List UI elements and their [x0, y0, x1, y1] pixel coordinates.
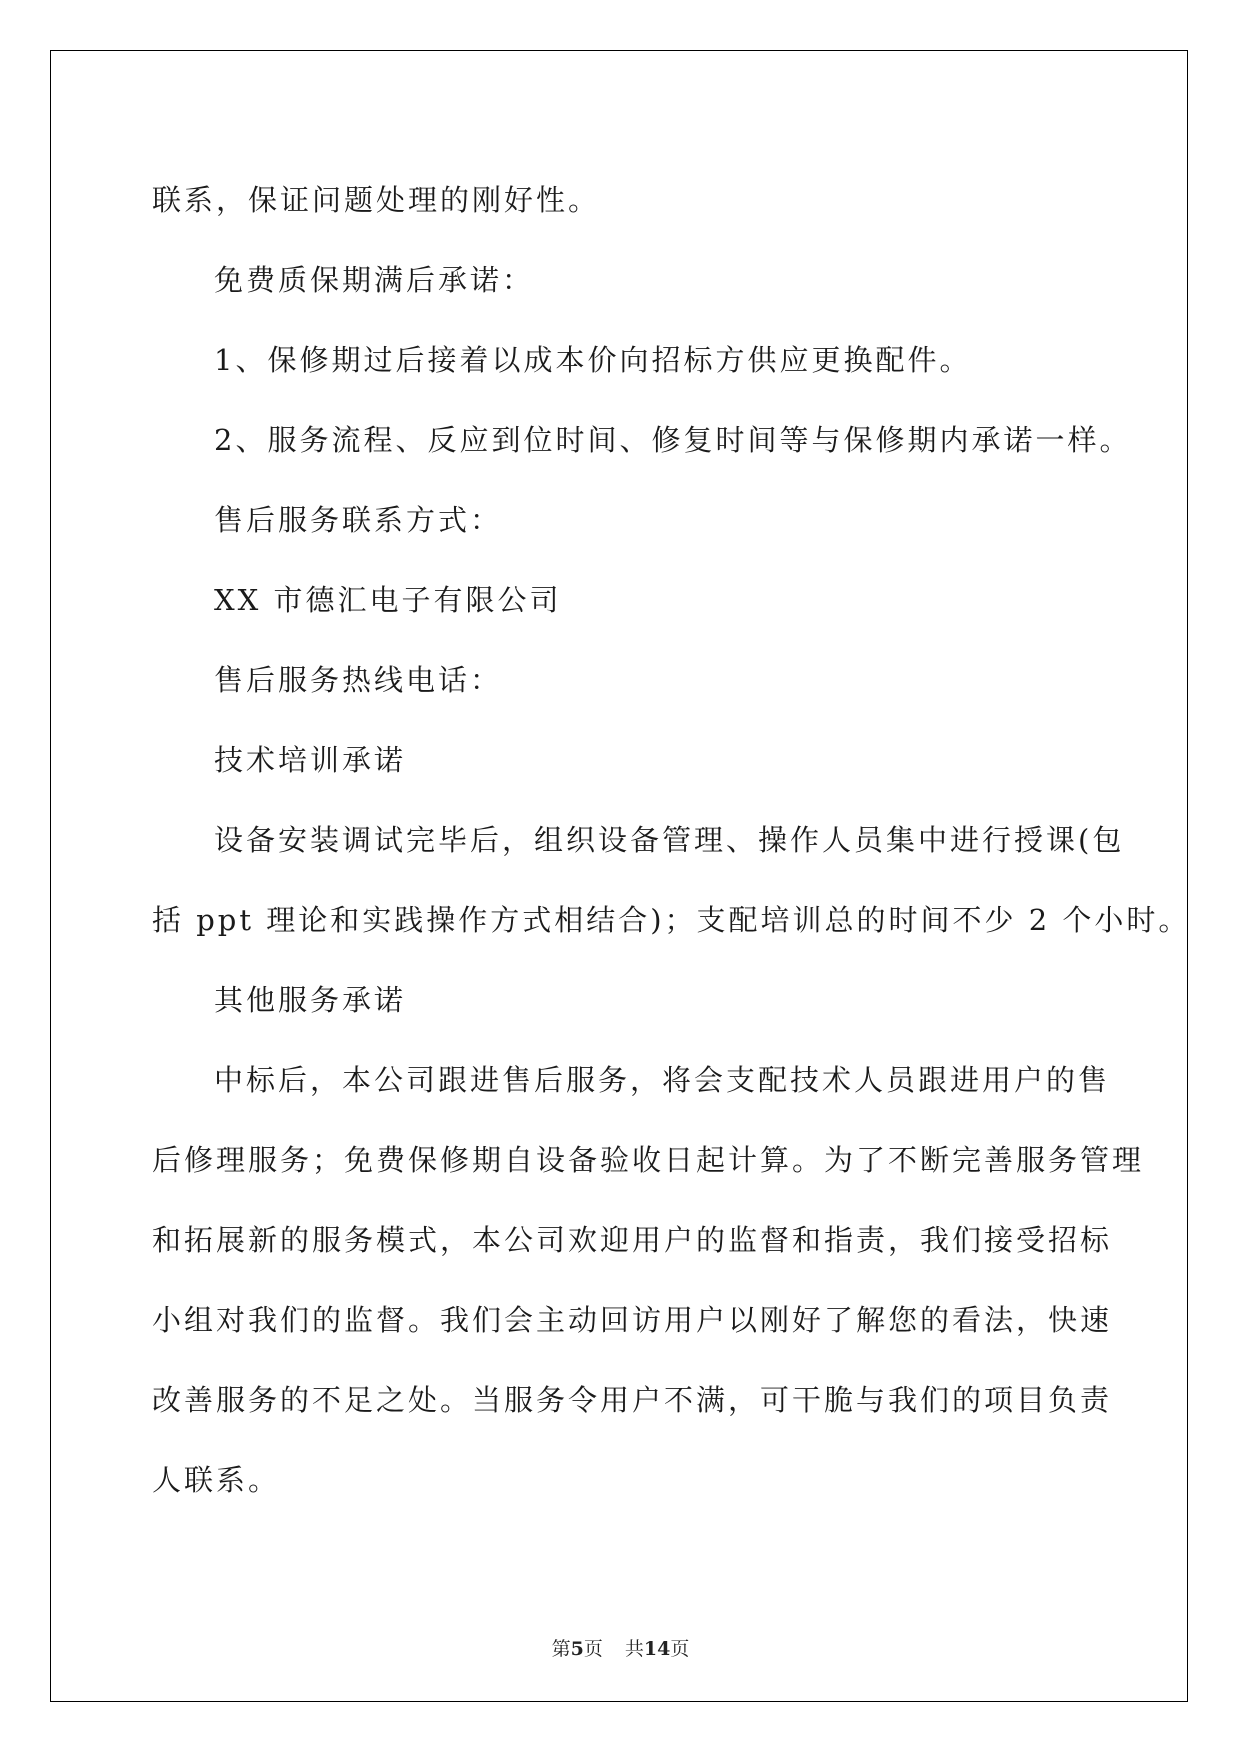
text-line-6: XX 市德汇电子有限公司	[214, 583, 562, 617]
page-number: 5	[570, 1638, 584, 1660]
text-line-10: 括 ppt 理论和实践操作方式相结合)；支配培训总的时间不少 2 个小时。	[152, 903, 1191, 937]
total-suffix: 页	[670, 1638, 690, 1660]
section-heading-training: 技术培训承诺	[214, 743, 407, 777]
page-suffix: 页	[583, 1638, 603, 1660]
section-heading-other: 其他服务承诺	[214, 983, 407, 1017]
text-line-17: 人联系。	[152, 1463, 281, 1497]
text-line-15: 小组对我们的监督。我们会主动回访用户以刚好了解您的看法，快速	[152, 1303, 1113, 1337]
text-line-12: 中标后，本公司跟进售后服务，将会支配技术人员跟进用户的售	[214, 1063, 1111, 1097]
text-line-4: 2、服务流程、反应到位时间、修复时间等与保修期内承诺一样。	[214, 423, 1132, 457]
text-line-16: 改善服务的不足之处。当服务令用户不满，可干脆与我们的项目负责	[152, 1383, 1113, 1417]
total-pages: 14	[643, 1638, 671, 1660]
text-line-13: 后修理服务；免费保修期自设备验收日起计算。为了不断完善服务管理	[152, 1143, 1145, 1177]
text-line-2: 免费质保期满后承诺：	[214, 263, 535, 297]
text-line-1: 联系，保证问题处理的刚好性。	[152, 183, 601, 217]
text-line-9: 设备安装调试完毕后，组织设备管理、操作人员集中进行授课(包	[214, 823, 1125, 857]
text-line-3: 1、保修期过后接着以成本价向招标方供应更换配件。	[214, 343, 972, 377]
text-line-7: 售后服务热线电话：	[214, 663, 503, 697]
text-line-5: 售后服务联系方式：	[214, 503, 503, 537]
total-prefix: 共	[624, 1638, 644, 1660]
text-line-14: 和拓展新的服务模式，本公司欢迎用户的监督和指责，我们接受招标	[152, 1223, 1113, 1257]
document-body	[152, 160, 1191, 1520]
page-prefix: 第	[551, 1638, 571, 1660]
page-footer	[0, 1634, 1241, 1661]
